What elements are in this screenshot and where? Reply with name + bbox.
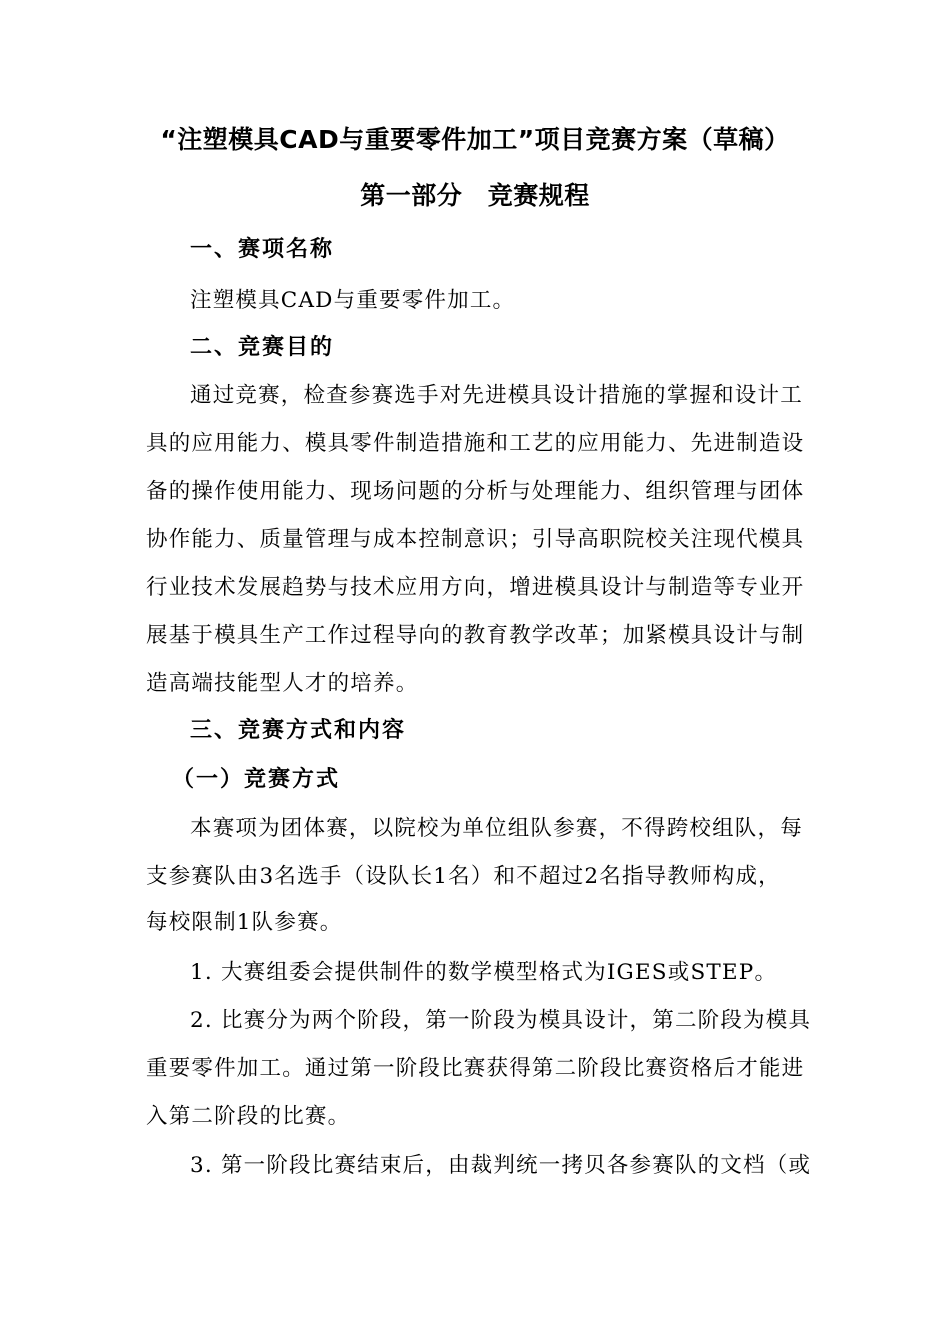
paragraph-line: 本赛项为团体赛，以院校为单位组队参赛，不得跨校组队，每 xyxy=(190,816,803,841)
section-heading: 一、赛项名称 xyxy=(190,237,335,262)
list-item: 3. 第一阶段比赛结束后，由裁判统一拷贝各参赛队的文档（或 xyxy=(190,1153,812,1178)
paragraph-line: 协作能力、质量管理与成本控制意识；引导高职院校关注现代模具 xyxy=(146,527,805,552)
paragraph-line: 支参赛队由3名选手（设队长1名）和不超过2名指导教师构成， xyxy=(146,864,781,889)
section-heading: 二、竞赛目的 xyxy=(190,335,335,360)
paragraph-line: 注塑模具CAD与重要零件加工。 xyxy=(190,288,516,313)
subsection-heading: （一）竞赛方式 xyxy=(172,767,341,792)
paragraph-line: 行业技术发展趋势与技术应用方向，增进模具设计与制造等专业开 xyxy=(146,575,805,600)
paragraph-line: 每校限制1队参赛。 xyxy=(146,910,343,935)
paragraph-line: 入第二阶段的比赛。 xyxy=(146,1104,351,1129)
paragraph-line: 造高端技能型人才的培养。 xyxy=(146,671,419,696)
paragraph-line: 展基于模具生产工作过程导向的教育教学改革；加紧模具设计与制 xyxy=(146,623,805,648)
document-title: “注塑模具CAD与重要零件加工”项目竞赛方案（草稿） xyxy=(160,125,790,154)
part-title: 第一部分 竞赛规程 xyxy=(360,181,590,210)
list-item: 2. 比赛分为两个阶段，第一阶段为模具设计，第二阶段为模具 xyxy=(190,1008,812,1033)
paragraph-line: 具的应用能力、模具零件制造措施和工艺的应用能力、先进制造设 xyxy=(146,431,805,456)
paragraph-line: 重要零件加工。通过第一阶段比赛获得第二阶段比赛资格后才能进 xyxy=(146,1056,805,1081)
section-heading: 三、竞赛方式和内容 xyxy=(190,718,407,743)
paragraph-line: 备的操作使用能力、现场问题的分析与处理能力、组织管理与团体 xyxy=(146,479,805,504)
paragraph-line: 通过竞赛，检查参赛选手对先进模具设计措施的掌握和设计工 xyxy=(190,383,803,408)
list-item: 1. 大赛组委会提供制件的数学模型格式为IGES或STEP。 xyxy=(190,960,778,985)
